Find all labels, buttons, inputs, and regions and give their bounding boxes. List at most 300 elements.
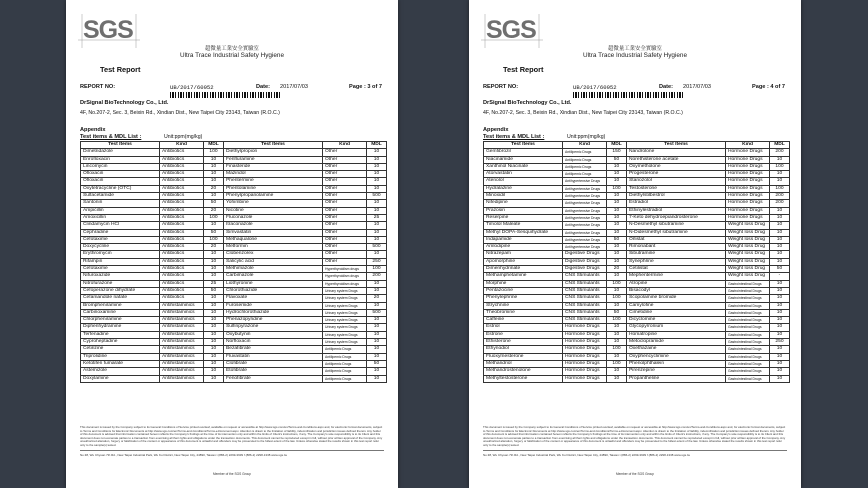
mdl-cell: 10: [367, 207, 387, 214]
mdl-cell: 10: [770, 309, 790, 316]
kind-cell: Other: [323, 171, 367, 178]
kind-cell: Gastrointestinal Drugs: [726, 353, 770, 360]
test-item-cell: Oxethazaine: [627, 346, 726, 353]
mdl-cell: 10: [204, 251, 224, 258]
unit-label: Unit:ppm(mg/kg): [567, 134, 606, 140]
mdl-cell: 10: [367, 251, 387, 258]
mdl-cell: 10: [204, 368, 224, 375]
mdl-cell: 50: [607, 156, 627, 163]
kind-cell: Antihypertensive Drugs: [563, 214, 607, 221]
mdl-cell: 10: [204, 302, 224, 309]
kind-cell: Weight loss Drug: [726, 229, 770, 236]
table-row: [81, 244, 387, 251]
kind-cell: Antibiotics: [160, 185, 204, 192]
kind-cell: Hormone Drugs: [726, 178, 770, 185]
test-item-cell: Mephentermine: [627, 273, 726, 280]
test-item-cell: Phentolamine: [224, 185, 323, 192]
table-row: [484, 156, 790, 163]
test-item-cell: Nitrazepam: [484, 251, 563, 258]
mdl-cell: 20: [367, 295, 387, 302]
kind-cell: Digestive Drugs: [563, 266, 607, 273]
test-item-cell: Methandriol: [484, 360, 563, 367]
test-item-cell: Diethylpropion: [224, 149, 323, 156]
header-kind: Kind: [160, 142, 204, 149]
test-item-cell: Orlistat: [627, 236, 726, 243]
kind-cell: Antihistaminics: [160, 324, 204, 331]
mdl-cell: 10: [204, 178, 224, 185]
mdl-cell: 10: [607, 251, 627, 258]
test-item-cell: Oxybutynin: [224, 331, 323, 338]
kind-cell: Gastrointestinal Drugs: [726, 287, 770, 294]
test-items-table: [80, 141, 387, 383]
kind-cell: Hormone Drugs: [563, 375, 607, 382]
kind-cell: Other: [323, 185, 367, 192]
mdl-cell: 20: [204, 185, 224, 192]
kind-cell: Antibiotics: [160, 207, 204, 214]
kind-cell: Hormone Drugs: [726, 171, 770, 178]
kind-cell: Antihistaminics: [160, 368, 204, 375]
list-title: Test items & MDL List :: [483, 134, 545, 140]
kind-cell: Antilipemic Drugs: [563, 171, 607, 178]
mdl-cell: 150: [607, 149, 627, 156]
table-row: [81, 229, 387, 236]
mdl-cell: 500: [367, 309, 387, 316]
mdl-cell: 10: [770, 244, 790, 251]
kind-cell: Antihypertensive Drugs: [563, 222, 607, 229]
mdl-cell: 10: [367, 149, 387, 156]
report-no-label: REPORT NO:: [80, 84, 116, 90]
mdl-cell: 10: [367, 324, 387, 331]
mdl-cell: 10: [204, 156, 224, 163]
test-item-cell: Progesterone: [627, 171, 726, 178]
kind-cell: Antilipemic Drugs: [323, 368, 367, 375]
footer-member: Member of the SGS Group: [616, 472, 654, 476]
table-row: [81, 193, 387, 200]
mdl-cell: 10: [204, 360, 224, 367]
kind-cell: Hormone Drugs: [563, 353, 607, 360]
table-row: [81, 207, 387, 214]
table-row: [484, 185, 790, 192]
mdl-cell: 10: [367, 222, 387, 229]
table-row: [484, 266, 790, 273]
kind-cell: Urinary system Drugs: [323, 309, 367, 316]
mdl-cell: 10: [367, 331, 387, 338]
report-no-value: UB/2017/60952: [573, 84, 617, 91]
kind-cell: Weight loss Drug: [726, 251, 770, 258]
kind-cell: Antihypertensive Drugs: [563, 185, 607, 192]
table-row: [484, 353, 790, 360]
table-row: [484, 273, 790, 280]
test-item-cell: Pentazocine: [484, 287, 563, 294]
mdl-cell: 200: [770, 200, 790, 207]
test-item-cell: Cefotaxime: [81, 266, 160, 273]
table-row: [484, 222, 790, 229]
mdl-cell: 10: [607, 287, 627, 294]
kind-cell: Hormone Drugs: [726, 149, 770, 156]
kind-cell: Antibiotics: [160, 200, 204, 207]
kind-cell: Urinary system Drugs: [323, 331, 367, 338]
mdl-cell: 10: [367, 163, 387, 170]
table-row: [484, 302, 790, 309]
test-item-cell: Nicotine: [224, 207, 323, 214]
mdl-cell: 10: [607, 258, 627, 265]
mdl-cell: 10: [607, 163, 627, 170]
kind-cell: Other: [323, 214, 367, 221]
kind-cell: Antibiotics: [160, 236, 204, 243]
test-item-cell: Cefamandole nafate: [81, 295, 160, 302]
test-item-cell: Atenolol: [484, 178, 563, 185]
mdl-cell: 10: [770, 207, 790, 214]
kind-cell: Antihistaminics: [160, 346, 204, 353]
mdl-cell: 10: [607, 273, 627, 280]
test-item-cell: Atorvastatin: [484, 171, 563, 178]
header-test-items: Test Items: [484, 142, 563, 149]
table-row: [81, 200, 387, 207]
mdl-cell: 10: [367, 185, 387, 192]
test-item-cell: Bezafibrate: [224, 346, 323, 353]
kind-cell: Gastrointestinal Drugs: [726, 280, 770, 287]
mdl-cell: 10: [367, 368, 387, 375]
test-item-cell: Ketotifen fumarate: [81, 360, 160, 367]
kind-cell: Hormone Drugs: [726, 185, 770, 192]
mdl-cell: 10: [770, 156, 790, 163]
kind-cell: Antihistaminics: [160, 317, 204, 324]
test-item-cell: Gemfibrozil: [484, 149, 563, 156]
test-item-cell: Hydralazine: [484, 185, 563, 192]
test-item-cell: Sulfacetamide: [81, 193, 160, 200]
kind-cell: Hyperthyroidism drugs: [323, 273, 367, 280]
mdl-cell: 10: [770, 251, 790, 258]
mdl-cell: 250: [770, 339, 790, 346]
table-row: [81, 214, 387, 221]
mdl-cell: 10: [607, 244, 627, 251]
table-row: [81, 222, 387, 229]
report-no-value: UB/2017/60952: [170, 84, 214, 91]
test-item-cell: Methandrostenolone: [484, 368, 563, 375]
table-row: [484, 258, 790, 265]
kind-cell: Gastrointestinal Drugs: [726, 331, 770, 338]
test-item-cell: Phenazopyridine: [224, 317, 323, 324]
header-kind: Kind: [726, 142, 770, 149]
test-item-cell: Oxyphencyclimine: [627, 353, 726, 360]
test-item-cell: Atropine: [627, 280, 726, 287]
table-row: [81, 324, 387, 331]
mdl-cell: 20: [204, 244, 224, 251]
table-row: [81, 236, 387, 243]
report-barcode: [573, 92, 683, 98]
kind-cell: Digestive Drugs: [563, 251, 607, 258]
test-item-cell: Nitrofurazone: [81, 280, 160, 287]
header-mdl: MDL: [204, 142, 224, 149]
test-item-cell: Fluvastatin: [224, 353, 323, 360]
report-page-3: [66, 0, 398, 488]
mdl-cell: 10: [367, 375, 387, 382]
table-row: [81, 156, 387, 163]
mdl-cell: 10: [607, 353, 627, 360]
mdl-cell: 25: [367, 214, 387, 221]
mdl-cell: 50: [607, 309, 627, 316]
test-item-cell: Hydrochlorothiazide: [224, 309, 323, 316]
mdl-cell: 10: [204, 193, 224, 200]
kind-cell: Hormone Drugs: [563, 360, 607, 367]
test-item-cell: Cyproheptadine: [81, 339, 160, 346]
test-item-cell: Furosemide: [224, 302, 323, 309]
table-row: [484, 244, 790, 251]
test-item-cell: Ethisterone: [484, 339, 563, 346]
test-item-cell: Cefoperazone dihydrate: [81, 287, 160, 294]
table-row: [81, 360, 387, 367]
kind-cell: Other: [323, 236, 367, 243]
disclaimer-text: This document is issued by the Company subject to its General Conditions of Service printed overleaf, available on request or accessible at http://www.sgs.com/en/Terms-and-Conditions.aspx and, for electronic format documents, subject to Terms and Conditions for Electronic Documents at http://www.sgs.com/en/Terms-and-Conditions/Terms-e-Document.aspx. Attention is drawn to the limitation of liability, indemnification and jurisdiction issues defined therein. Any holder of this document is advised that information contained hereon reflects the Company's findings at the time of its intervention only and within the limits of Client's instructions, if any. The Company's sole responsibility is to its Client and this document does not exonerate parties to a transaction from exercising all their rights and obligations under the transaction documents. This document cannot be reproduced except in full, without prior written approval of the Company. Any unauthorized alteration, forgery or falsification of the content or appearance of this document is unlawful and offenders may be prosecuted to the fullest extent of the law. Unless otherwise stated the results shown in this test report refer only to the sample(s) tested.: [80, 425, 383, 447]
company-name: DrSignal BioTechnology Co., Ltd.: [80, 100, 169, 106]
kind-cell: CNS Stimulants: [563, 309, 607, 316]
kind-cell: Antihistaminics: [160, 360, 204, 367]
kind-cell: Antihypertensive Drugs: [563, 229, 607, 236]
kind-cell: Antibiotics: [160, 171, 204, 178]
table-row: [484, 171, 790, 178]
test-item-cell: Phenolphthalein: [627, 360, 726, 367]
kind-cell: Other: [323, 193, 367, 200]
test-item-cell: Cetilistat: [627, 266, 726, 273]
kind-cell: Urinary system Drugs: [323, 339, 367, 346]
test-item-cell: Phentermine: [224, 178, 323, 185]
table-row: [81, 178, 387, 185]
mdl-cell: 10: [204, 258, 224, 265]
report-barcode: [170, 92, 280, 98]
kind-cell: Gastrointestinal Drugs: [726, 309, 770, 316]
mdl-cell: 10: [770, 295, 790, 302]
mdl-cell: 50: [204, 200, 224, 207]
kind-cell: Antibiotics: [160, 251, 204, 258]
kind-cell: Gastrointestinal Drugs: [726, 368, 770, 375]
test-item-cell: Ampicillin: [81, 207, 160, 214]
test-items-table: [483, 141, 790, 383]
test-item-cell: N-Desmethyl sibutramine: [627, 222, 726, 229]
mdl-cell: 10: [204, 222, 224, 229]
table-row: [81, 295, 387, 302]
table-row: [81, 163, 387, 170]
table-row: [484, 331, 790, 338]
table-row: [484, 214, 790, 221]
mdl-cell: 10: [367, 339, 387, 346]
kind-cell: Hormone Drugs: [563, 324, 607, 331]
test-item-cell: Testosterone: [627, 185, 726, 192]
test-item-cell: Santonin: [81, 200, 160, 207]
kind-cell: Other: [323, 178, 367, 185]
mdl-cell: 10: [367, 178, 387, 185]
mdl-cell: 100: [204, 149, 224, 156]
lab-name-chinese: 超微量工業安全實驗室: [608, 46, 662, 52]
test-item-cell: Ofloxacin: [81, 178, 160, 185]
table-row: [81, 368, 387, 375]
test-item-cell: Estriol: [484, 324, 563, 331]
table-row: [484, 280, 790, 287]
date-label: Date:: [256, 84, 270, 90]
test-item-cell: Ethinylestradiol: [627, 207, 726, 214]
table-row: [484, 295, 790, 302]
test-item-cell: Amoxicillin: [81, 214, 160, 221]
table-row: [81, 149, 387, 156]
header-test-items: Test Items: [627, 142, 726, 149]
kind-cell: Antihistaminics: [160, 309, 204, 316]
mdl-cell: 100: [607, 360, 627, 367]
kind-cell: Antibiotics: [160, 214, 204, 221]
footer-divider: [483, 450, 787, 451]
kind-cell: Antibiotics: [160, 229, 204, 236]
mdl-cell: 10: [770, 375, 790, 382]
table-row: [81, 266, 387, 273]
mdl-cell: 10: [770, 171, 790, 178]
mdl-cell: 10: [770, 258, 790, 265]
kind-cell: Gastrointestinal Drugs: [726, 375, 770, 382]
header-test-items: Test Items: [224, 142, 323, 149]
svg-text:SGS: SGS: [83, 16, 133, 44]
test-item-cell: Diphenhydramine: [81, 324, 160, 331]
table-row: [81, 258, 387, 265]
test-item-cell: Ofloxacin: [81, 171, 160, 178]
kind-cell: Antibiotics: [160, 163, 204, 170]
appendix-heading: Appendix: [483, 127, 509, 133]
test-item-cell: Phenylpropanolamine: [224, 193, 323, 200]
test-item-cell: Etofibrate: [224, 368, 323, 375]
table-row: [81, 339, 387, 346]
test-item-cell: Chlorothiazide: [224, 287, 323, 294]
mdl-cell: 20: [204, 207, 224, 214]
mdl-cell: -: [770, 273, 790, 280]
mdl-cell: 100: [770, 185, 790, 192]
test-item-cell: Flavoxate: [224, 295, 323, 302]
mdl-cell: 10: [204, 324, 224, 331]
date-value: 2017/07/03: [683, 84, 711, 90]
test-item-cell: Sulfinpyrazone: [224, 324, 323, 331]
kind-cell: Gastrointestinal Drugs: [726, 317, 770, 324]
kind-cell: Antihistaminics: [160, 331, 204, 338]
test-item-cell: Nifedipine: [484, 200, 563, 207]
mdl-cell: 10: [770, 280, 790, 287]
mdl-cell: 10: [367, 236, 387, 243]
kind-cell: Weight loss Drug: [726, 244, 770, 251]
kind-cell: Other: [323, 251, 367, 258]
test-item-cell: Brompheniramine: [81, 302, 160, 309]
kind-cell: Hyperthyroidism drugs: [323, 266, 367, 273]
lab-name-chinese: 超微量工業安全實驗室: [205, 46, 259, 52]
kind-cell: Hormone Drugs: [726, 193, 770, 200]
mdl-cell: 25: [204, 280, 224, 287]
header-kind: Kind: [563, 142, 607, 149]
sgs-logo: [78, 14, 140, 48]
test-item-cell: Metoclopramide: [627, 339, 726, 346]
test-item-cell: Amlodipine: [484, 244, 563, 251]
table-row: [484, 368, 790, 375]
kind-cell: Hormone Drugs: [563, 368, 607, 375]
test-item-cell: Carbinoxamine: [81, 309, 160, 316]
test-item-cell: Fenofibrate: [224, 375, 323, 382]
mdl-cell: 10: [204, 375, 224, 382]
kind-cell: Antibiotics: [160, 222, 204, 229]
lab-name-english: Ultra Trace Industrial Safety Hygiene: [179, 52, 285, 59]
table-row: [81, 353, 387, 360]
table-row: [81, 185, 387, 192]
kind-cell: Antibiotics: [160, 280, 204, 287]
footer-address: No.38, Wu Chyuan 7th Rd., New Taipei Industrial Park, Wu Ku District, New Taipei City, 24890, Taiwan t (886-2) 2299-3939 f (886-2) 2298-1338 www.sgs.tw: [80, 453, 287, 457]
kind-cell: Antihypertensive Drugs: [563, 193, 607, 200]
kind-cell: Antihistaminics: [160, 353, 204, 360]
test-item-cell: Yohimbine: [224, 200, 323, 207]
mdl-cell: 10: [607, 302, 627, 309]
mdl-cell: 10: [367, 280, 387, 287]
kind-cell: Antibiotics: [160, 149, 204, 156]
header-mdl: MDL: [607, 142, 627, 149]
test-item-cell: Morphine: [484, 280, 563, 287]
mdl-cell: 10: [204, 353, 224, 360]
mdl-cell: 10: [607, 207, 627, 214]
mdl-cell: 10: [770, 214, 790, 221]
table-row: [484, 339, 790, 346]
test-item-cell: Fluoxymesterone: [484, 353, 563, 360]
mdl-cell: 10: [770, 287, 790, 294]
test-item-cell: Cefotaxime: [81, 236, 160, 243]
test-item-cell: Norfloxacin: [224, 339, 323, 346]
company-address: 4F, No.207-2, Sec. 3, Beixin Rd., Xindian Dist., New Taipei City 23143, Taiwan (R.O.C.): [80, 110, 280, 116]
kind-cell: Antihypertensive Drugs: [563, 178, 607, 185]
test-item-cell: Terfenadine: [81, 331, 160, 338]
kind-cell: Gastrointestinal Drugs: [726, 324, 770, 331]
mdl-cell: 10: [770, 353, 790, 360]
company-address: 4F, No.207-2, Sec. 3, Beixin Rd., Xindian Dist., New Taipei City 23143, Taiwan (R.O.C.): [483, 110, 683, 116]
mdl-cell: 10: [770, 346, 790, 353]
kind-cell: Digestive Drugs: [563, 258, 607, 265]
kind-cell: Antilipemic Drugs: [323, 353, 367, 360]
test-item-cell: Ethynodiol: [484, 346, 563, 353]
mdl-cell: 100: [204, 214, 224, 221]
test-item-cell: Erythromycin: [81, 251, 160, 258]
kind-cell: Antihypertensive Drugs: [563, 236, 607, 243]
mdl-cell: 200: [770, 149, 790, 156]
table-row: [484, 193, 790, 200]
table-row: [484, 200, 790, 207]
test-item-cell: Methamphetamine: [484, 273, 563, 280]
test-item-cell: Metformin: [224, 244, 323, 251]
date-value: 2017/07/03: [280, 84, 308, 90]
test-item-cell: Lincomycin: [81, 163, 160, 170]
mdl-cell: 10: [367, 156, 387, 163]
test-item-cell: Estrone: [484, 331, 563, 338]
test-item-cell: Dimenhydrinate: [484, 266, 563, 273]
test-item-cell: Carbimazole: [224, 273, 323, 280]
kind-cell: CNS Stimulants: [563, 280, 607, 287]
test-item-cell: Methyl DOPA-Sesquihydrate: [484, 229, 563, 236]
kind-cell: Antibiotics: [160, 287, 204, 294]
mdl-cell: 50: [204, 229, 224, 236]
table-row: [484, 287, 790, 294]
test-item-cell: Astemizole: [81, 368, 160, 375]
header-mdl: MDL: [770, 142, 790, 149]
mdl-cell: 10: [607, 193, 627, 200]
kind-cell: Urinary system Drugs: [323, 302, 367, 309]
test-item-cell: Nandrolone: [627, 149, 726, 156]
mdl-cell: 10: [607, 368, 627, 375]
report-page-4: [469, 0, 801, 488]
mdl-cell: 500: [367, 193, 387, 200]
table-row: [484, 149, 790, 156]
mdl-cell: 10: [770, 236, 790, 243]
mdl-cell: 10: [204, 339, 224, 346]
kind-cell: Other: [323, 258, 367, 265]
test-item-cell: Methimazole: [224, 266, 323, 273]
test-item-cell: Simvastatin: [224, 229, 323, 236]
table-row: [484, 236, 790, 243]
test-item-cell: Fluconazole: [224, 214, 323, 221]
